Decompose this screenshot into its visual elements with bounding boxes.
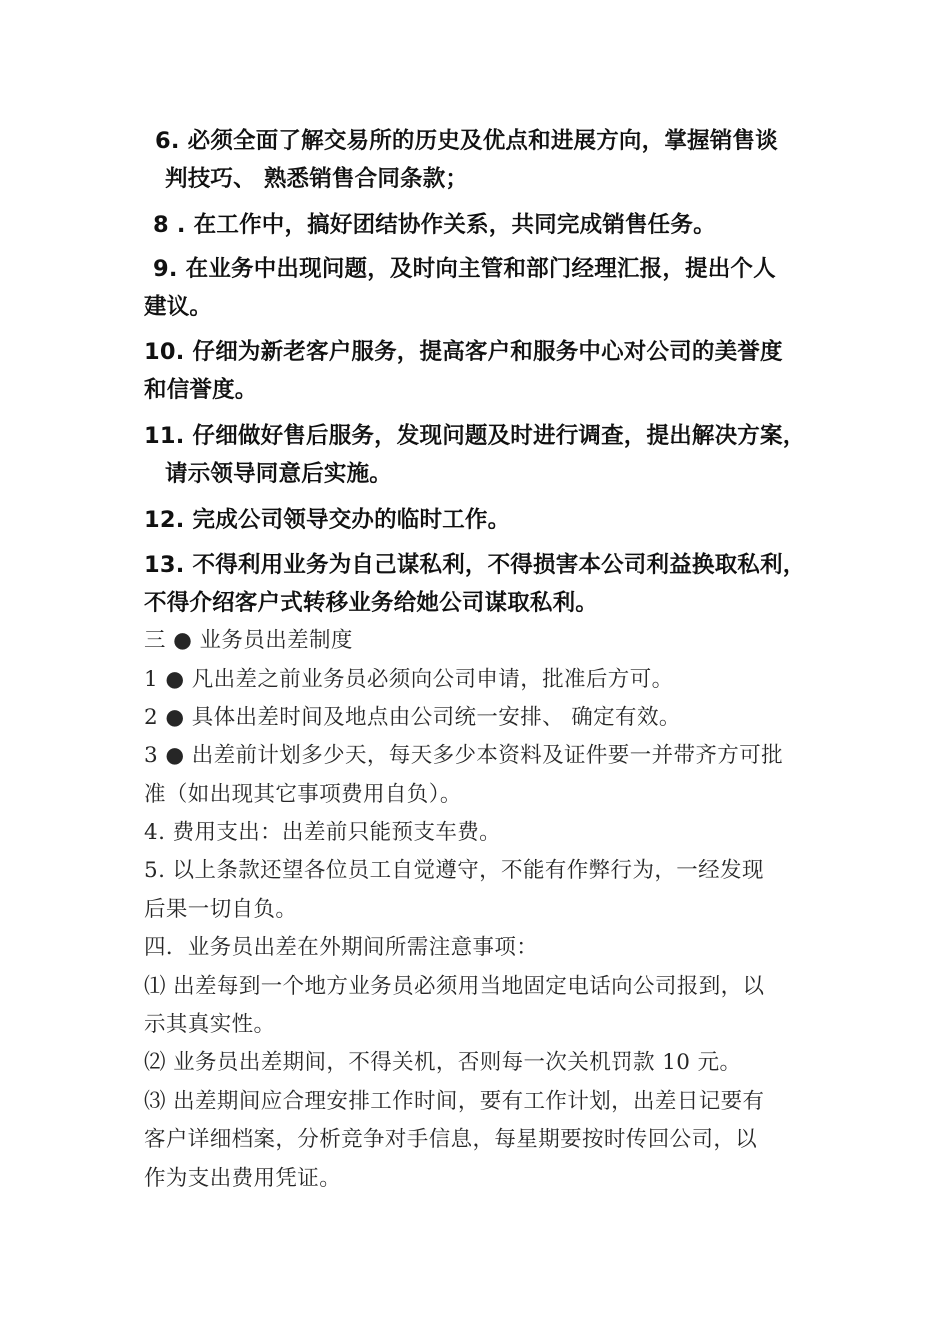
item-10-line-1: 10. 仔细为新老客户服务，提高客户和服务中心对公司的美誉度	[144, 339, 783, 365]
item-11-line-1: 11. 仔细做好售后服务，发现问题及时进行调查，提出解决方案，	[144, 423, 806, 449]
item-9-line-2: 建议。	[144, 294, 213, 320]
section-3-heading: 三 ● 业务员出差制度	[144, 628, 353, 653]
notice-3-line-3: 作为支出费用凭证。	[144, 1166, 342, 1191]
item-8: 8 . 在工作中，搞好团结协作关系，共同完成销售任务。	[153, 212, 716, 238]
travel-rule-5-line-2: 后果一切自负。	[144, 897, 298, 922]
travel-rule-2: 2 ● 具体出差时间及地点由公司统一安排、 确定有效。	[144, 705, 681, 730]
travel-rule-4: 4. 费用支出：出差前只能预支车费。	[144, 820, 502, 845]
item-12: 12. 完成公司领导交办的临时工作。	[144, 507, 511, 533]
item-6-line-1: 6. 必须全面了解交易所的历史及优点和进展方向，掌握销售谈	[155, 128, 778, 154]
notice-2: ⑵ 业务员出差期间，不得关机，否则每一次关机罚款 10 元。	[144, 1050, 742, 1075]
travel-rule-1: 1 ● 凡出差之前业务员必须向公司申请，批准后方可。	[144, 667, 674, 692]
travel-rule-5-line-1: 5. 以上条款还望各位员工自觉遵守，不能有作弊行为，一经发现	[144, 858, 764, 883]
item-9-line-1: 9. 在业务中出现问题，及时向主管和部门经理汇报，提出个人	[153, 256, 776, 282]
section-4-heading: 四．业务员出差在外期间所需注意事项：	[144, 935, 539, 960]
item-6-line-2: 判技巧、 熟悉销售合同条款；	[165, 166, 469, 192]
item-13-line-2: 不得介绍客户式转移业务给她公司谋取私利。	[144, 590, 599, 616]
notice-1-line-2: 示其真实性。	[144, 1012, 276, 1037]
notice-1-line-1: ⑴ 出差每到一个地方业务员必须用当地固定电话向公司报到，以	[144, 974, 765, 999]
travel-rule-3-line-1: 3 ● 出差前计划多少天，每天多少本资料及证件要一并带齐方可批	[144, 743, 784, 768]
item-13-line-1: 13. 不得利用业务为自己谋私利，不得损害本公司利益换取私利，	[144, 552, 806, 578]
item-10-line-2: 和信誉度。	[144, 377, 258, 403]
notice-3-line-2: 客户详细档案，分析竞争对手信息，每星期要按时传回公司，以	[144, 1127, 758, 1152]
travel-rule-3-line-2: 准（如出现其它事项费用自负）。	[144, 782, 462, 807]
item-11-line-2: 请示领导同意后实施。	[165, 461, 393, 487]
notice-3-line-1: ⑶ 出差期间应合理安排工作时间，要有工作计划，出差日记要有	[144, 1089, 765, 1114]
